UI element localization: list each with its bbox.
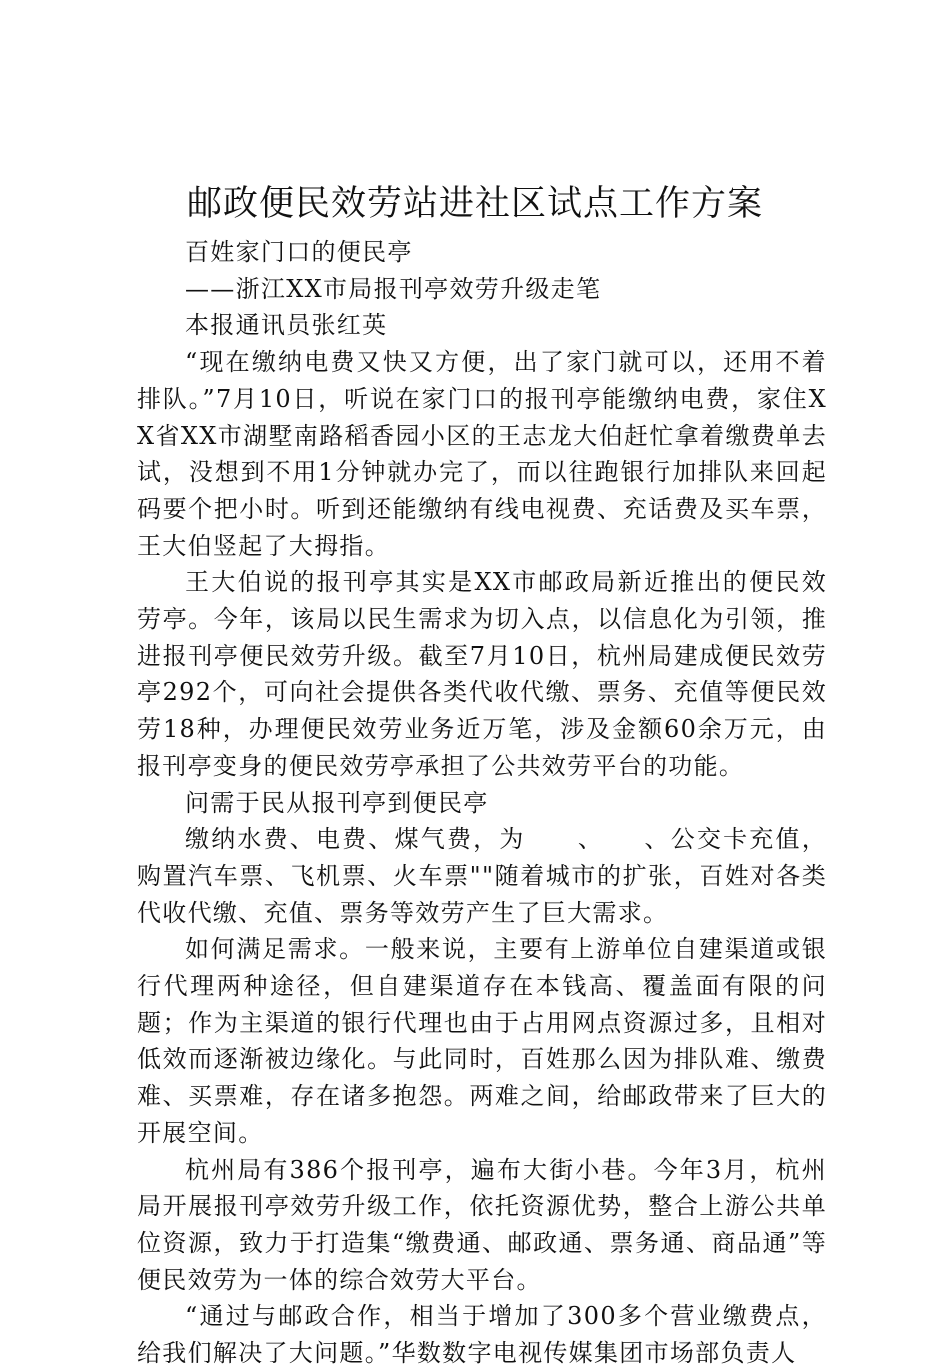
- paragraph: 缴纳水费、电费、煤气费，为 、 、公交卡充值，购置汽车票、飞机票、火车票""随着城市的扩张，百姓对各类代收代缴、充值、票务等效劳产生了巨大需求。: [137, 825, 827, 927]
- document-body: [137, 234, 827, 1372]
- document-title: 邮政便民效劳站进社区试点工作方案: [186, 184, 763, 224]
- paragraph: “现在缴纳电费又快又方便，出了家门就可以，还用不着排队。”7月10日，听说在家门口的报刊亭能缴纳电费，家住XX省XX市湖墅南路稻香园小区的王志龙大伯赶忙拿着缴费单去试，没想到不用1分钟就办完了，而以往跑银行加排队来回起码要个把小时。听到还能缴纳有线电视费、充话费及买车票，王大伯竖起了大拇指。: [137, 348, 827, 560]
- author-line: 本报通讯员张红英: [185, 311, 388, 340]
- paragraph: 如何满足需求。一般来说，主要有上游单位自建渠道或银行代理两种途径，但自建渠道存在本钱高、覆盖面有限的问题；作为主渠道的银行代理也由于占用网点资源过多，且相对低效而逐渐被边缘化。与此同时，百姓那么因为排队难、缴费难、买票难，存在诸多抱怨。两难之间，给邮政带来了巨大的开展空间。: [137, 935, 827, 1147]
- paragraph: 杭州局有386个报刊亭，遍布大街小巷。今年3月，杭州局开展报刊亭效劳升级工作，依托资源优势，整合上游公共单位资源，致力于打造集“缴费通、邮政通、票务通、商品通”等便民效劳为一体的综合效劳大平台。: [137, 1155, 827, 1294]
- section-heading: 问需于民从报刊亭到便民亭: [185, 788, 489, 817]
- paragraph: “通过与邮政合作，相当于增加了300多个营业缴费点，给我们解决了大问题。”华数数字电视传媒集团市场部负责人: [137, 1302, 827, 1368]
- subtitle-byline: ——浙江XX市局报刊亭效劳升级走笔: [185, 274, 602, 303]
- subtitle-headline: 百姓家门口的便民亭: [185, 238, 413, 266]
- paragraph: 王大伯说的报刊亭其实是XX市邮政局新近推出的便民效劳亭。今年，该局以民生需求为切入点，以信息化为引领，推进报刊亭便民效劳升级。截至7月10日，杭州局建成便民效劳亭292个，可向社会提供各类代收代缴、票务、充值等便民效劳18种，办理便民效劳业务近万笔，涉及金额60余万元，由报刊亭变身的便民效劳亭承担了公共效劳平台的功能。: [137, 568, 827, 780]
